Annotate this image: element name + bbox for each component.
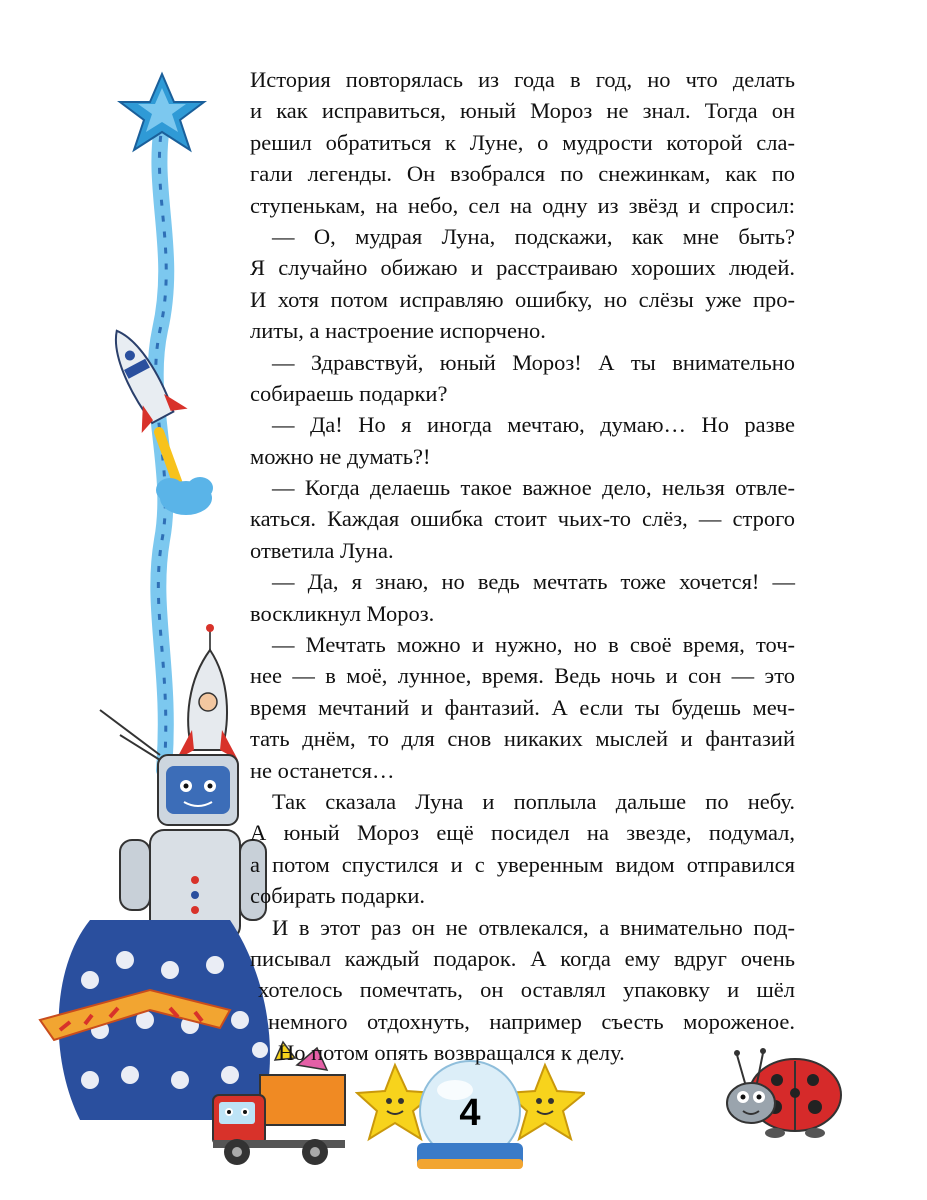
text-line: История повторялась из года в год, но что делать [250,67,795,92]
text-line: немного отдохнуть, например съесть мороженое. [268,1008,795,1034]
text-line: воскликнул Мороз. [250,600,435,626]
paragraph [250,786,795,912]
text-line: Но потом опять возвращался к делу. [278,1040,625,1066]
text-line: гали легенды. Он взобрался по снежинкам, как по [250,161,795,187]
text-line: собирать подарки. [250,883,426,909]
text-line: а потом спустился и с уверенным видом отправился [250,851,795,877]
text-line: собираешь подарки? [250,380,448,406]
paragraph [250,629,795,786]
text-line: — Да, я знаю, но ведь мечтать тоже хочется! — [272,569,795,595]
text-line: И хотя потом исправляю ошибку, но слёзы уже про- [250,286,795,312]
text-line: А юный Мороз ещё посидел на звезде, подумал, [250,820,795,846]
paragraph [250,409,795,472]
text-line: ступенькам, на небо, сел на одну из звёзд и спросил: [250,192,795,218]
text-line: можно не думать?! [250,443,431,469]
text-line: ответила Луна. [250,537,394,563]
paragraph [250,472,795,566]
text-line: Я случайно обижаю и расстраиваю хороших людей. [250,255,795,281]
text-line: литы, а настроение испорчено. [250,318,546,344]
paragraph [250,347,795,410]
page-number-badge [355,1055,585,1175]
rocket-icon [104,322,214,522]
text-line: и как исправиться, юный Мороз не знал. Тогда он [250,98,795,124]
text-line: каться. Каждая ошибка стоит чьих-то слёз, — строго [250,506,795,532]
text-line: время мечтаний и фантазий. А если ты будешь меч- [250,694,795,720]
story-text [250,64,795,1069]
text-line: нее — в моё, лунное, время. Ведь ночь и сон — это [250,663,795,689]
text-line: И в этот раз он не отвлекался, а внимательно под- [272,914,795,940]
paragraph [250,221,795,347]
text-line: Так сказала Луна и поплыла дальше по небу. [272,788,795,814]
paragraph [250,566,795,629]
text-line: — Здравствуй, юный Мороз! А ты внимательно [272,349,795,375]
text-line: — Когда делаешь такое важное дело, нельзя отвле- [272,475,795,501]
text-line: — Да! Но я иногда мечтаю, думаю… Но разве [272,412,795,438]
text-line: не останется… [250,757,395,783]
text-line: — О, мудрая Луна, подскажи, как мне быть? [272,223,795,249]
paragraph [250,64,795,221]
text-line: тать днём, то для снов никаких мыслей и фантазий [250,726,795,752]
text-line: писывал каждый подарок. А когда ему вдруг очень [250,945,795,971]
text-line: хотелось помечтать, он оставлял упаковку и шёл [258,977,795,1003]
text-line: — Мечтать можно и нужно, но в своё время, точ- [272,632,795,658]
page-number: 4 [459,1092,481,1134]
paragraph [250,912,795,1069]
text-line: решил обратиться к Луне, о мудрости которой сла- [250,129,795,155]
